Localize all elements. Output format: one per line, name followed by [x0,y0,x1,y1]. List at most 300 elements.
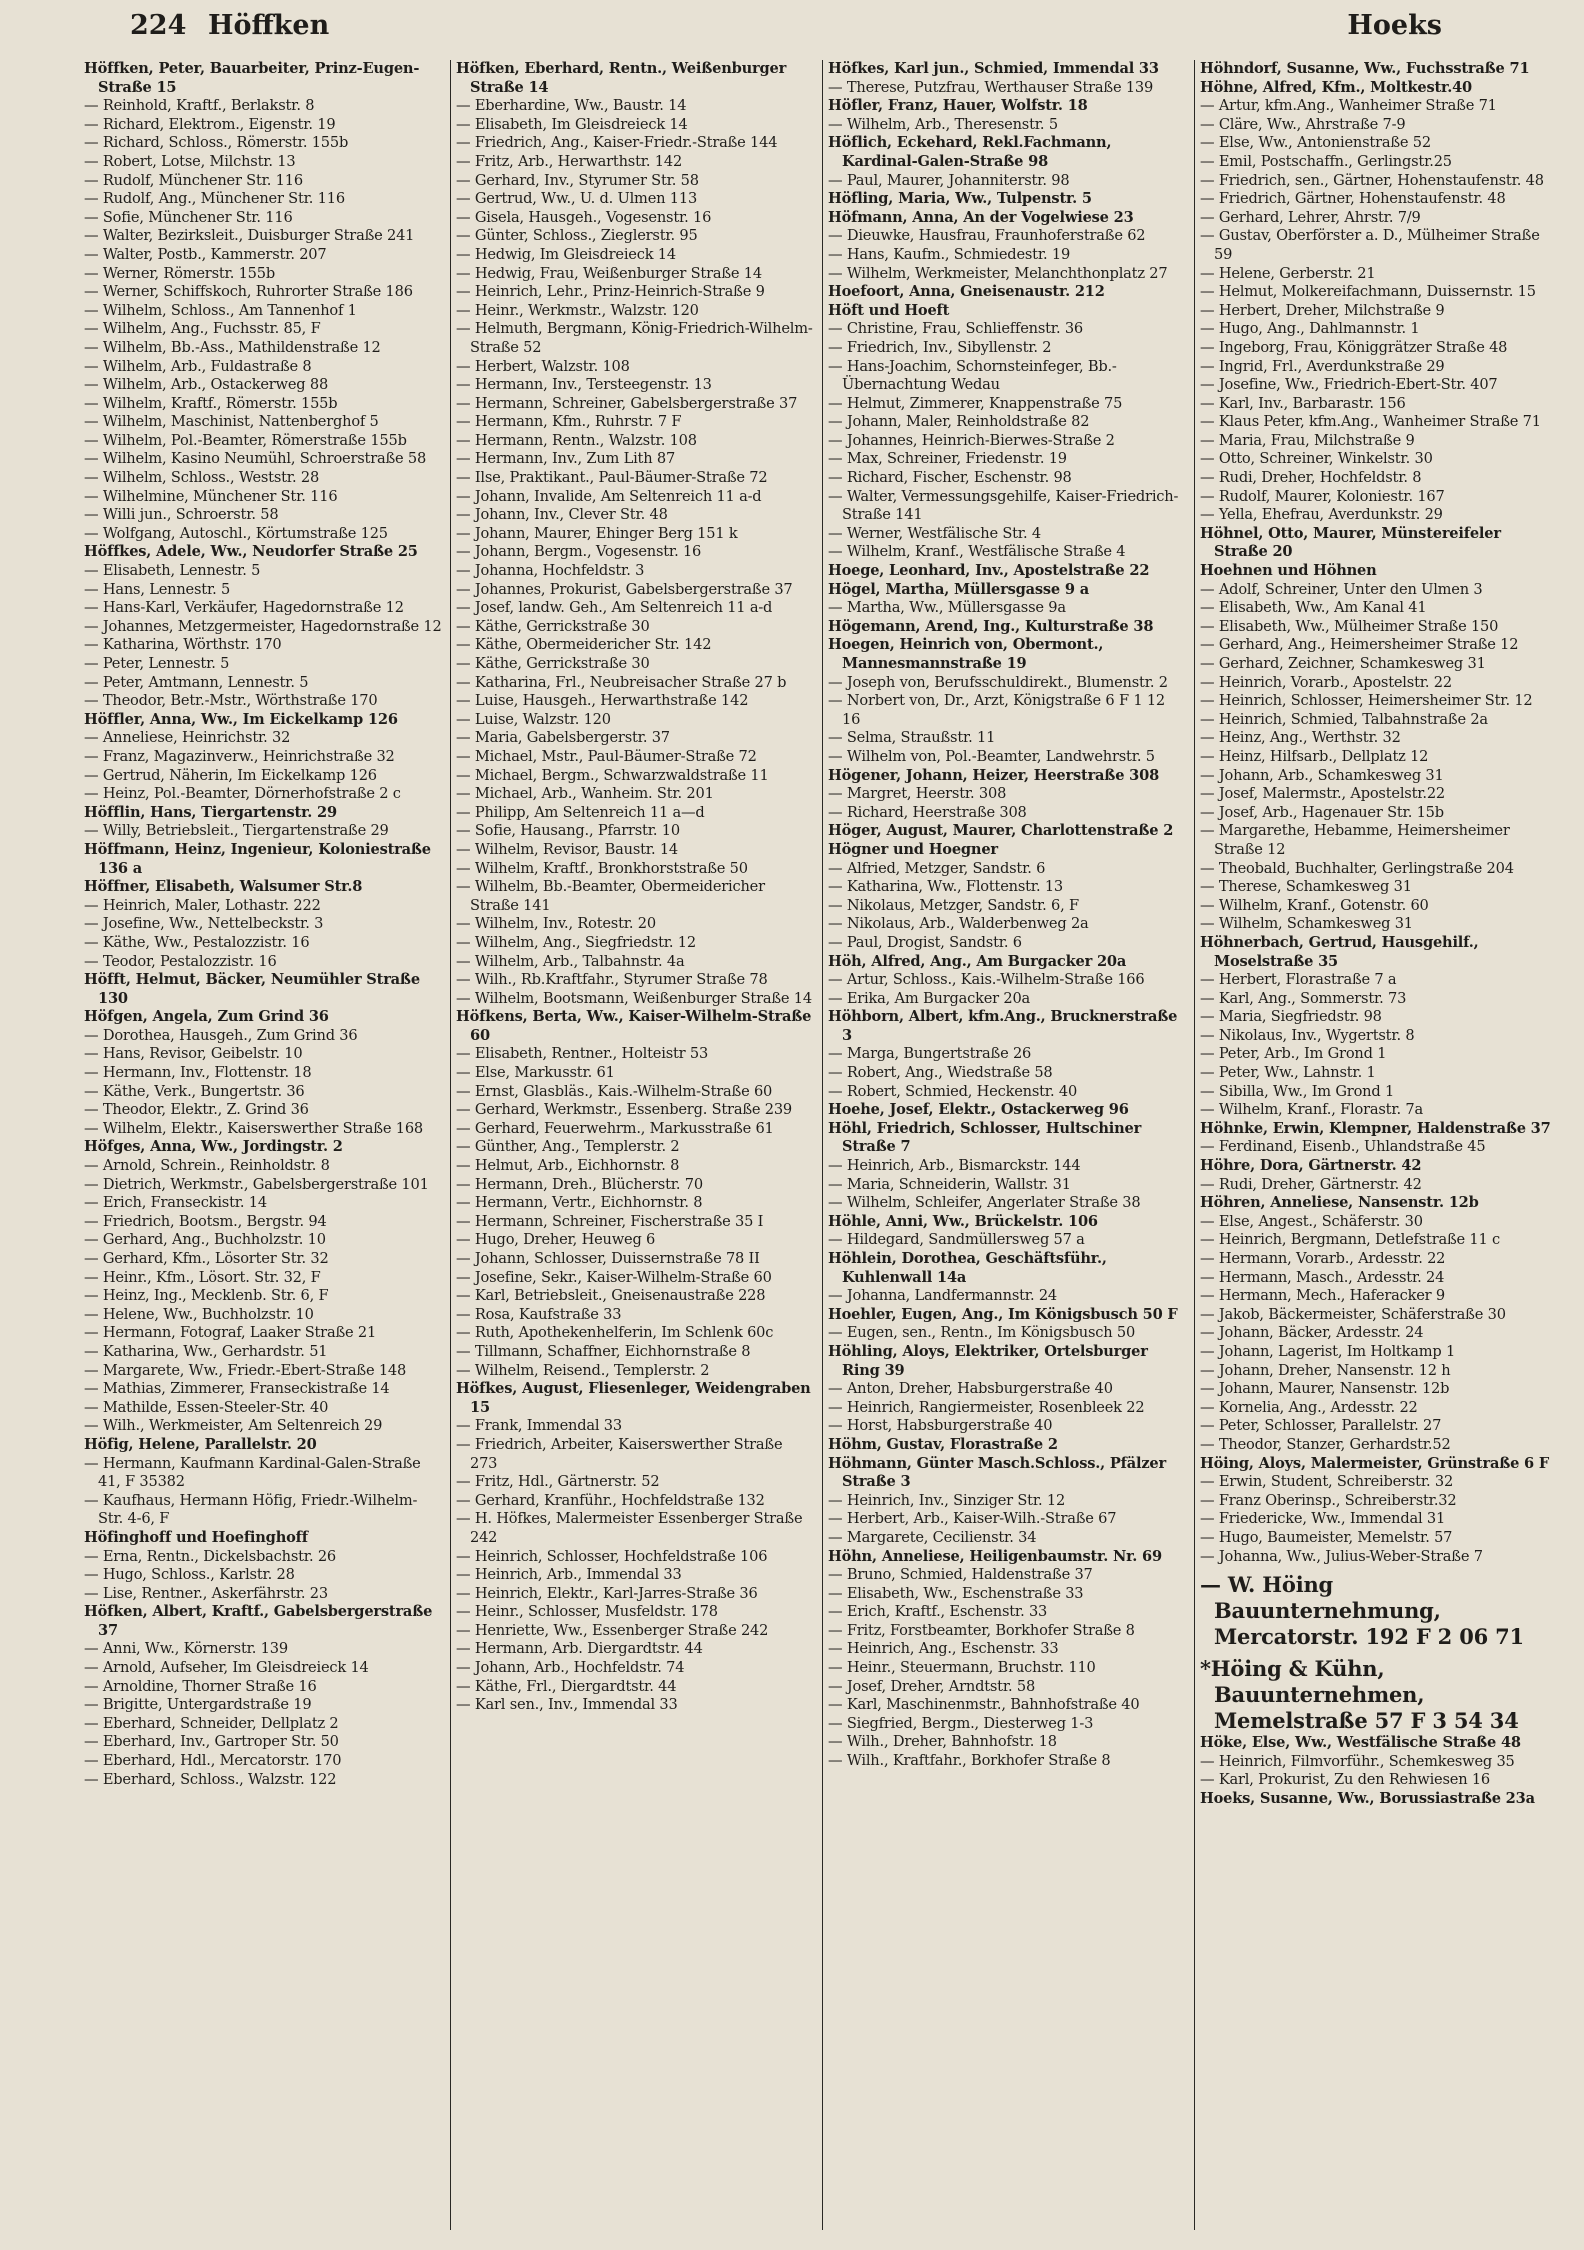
directory-entry: — Arnold, Aufseher, Im Gleisdreieck 14 [84,1659,369,1677]
directory-entry: Höke, Else, Ww., Westfälische Straße 48 [1200,1734,1521,1752]
column-divider [450,60,451,2230]
directory-entry: — Klaus Peter, kfm.Ang., Wanheimer Straße 71 [1200,413,1541,431]
directory-entry: — Erich, Kraftf., Eschenstr. 33 [828,1603,1048,1621]
directory-entry: — Johanna, Ww., Julius-Weber-Straße 7 [1200,1547,1483,1565]
directory-entry: — Margarete, Cecilienstr. 34 [828,1528,1037,1546]
directory-entry: — Johann, Maurer, Nansenstr. 12b [1200,1380,1450,1398]
directory-entry: — Johann, Schlosser, Duissernstraße 78 II [456,1250,760,1267]
directory-entry: — Hans, Lennestr. 5 [84,580,231,598]
directory-entry: — Josef, landw. Geh., Am Seltenreich 11 a-d [456,599,773,617]
directory-entry: — Ernst, Glasbläs., Kais.-Wilhelm-Straße 60 [456,1082,773,1100]
directory-entry: — Heinz, Ing., Mecklenb. Str. 6, F [84,1287,329,1305]
directory-entry: — Frank, Immendal 33 [456,1417,622,1435]
directory-entry: — Heinrich, Arb., Bismarckstr. 144 [828,1157,1081,1175]
directory-entry: Höger, August, Maurer, Charlottenstraße 2 [828,822,1174,840]
directory-entry: — Reinhold, Kraftf., Berlakstr. 8 [84,97,315,115]
directory-entry: — Johann, Bäcker, Ardesstr. 24 [1200,1324,1424,1342]
directory-entry: — Helene, Ww., Buchholzstr. 10 [84,1305,314,1323]
directory-entry: — Rudolf, Münchener Str. 116 [84,171,303,189]
directory-entry: — Wilhelm, Kraftf., Bronkhorststraße 50 [456,859,748,877]
directory-entry: — Gerhard, Kranführ., Hochfeldstraße 132 [456,1491,765,1509]
directory-entry: — Dorothea, Hausgeh., Zum Grind 36 [84,1026,358,1044]
directory-entry: Höfler, Franz, Hauer, Wolfstr. 18 [828,97,1088,115]
directory-entry: Höfig, Helene, Parallelstr. 20 [84,1435,317,1453]
directory-entry: — Cläre, Ww., Ahrstraße 7-9 [1200,115,1406,133]
directory-entry: Hoefoort, Anna, Gneisenaustr. 212 [828,283,1105,301]
directory-entry: — Gertrud, Näherin, Im Eickelkamp 126 [84,766,377,784]
directory-entry: Höhne, Alfred, Kfm., Moltkestr.40 [1200,78,1472,96]
directory-entry: — Katharina, Ww., Gerhardstr. 51 [84,1342,328,1360]
directory-entry: — Walter, Vermessungsgehilfe, Kaiser-Friedrich-Straße 141 [828,487,1179,524]
directory-entry: — Johann, Maurer, Ehinger Berg 151 k [456,524,738,542]
directory-entry: — Herbert, Dreher, Milchstraße 9 [1200,301,1445,319]
directory-entry: — Wilhelm, Inv., Rotestr. 20 [456,915,656,933]
directory-entry: — Christine, Frau, Schlieffenstr. 36 [828,320,1084,338]
directory-entry: — Hermann, Inv., Tersteegenstr. 13 [456,376,712,394]
directory-entry: — Heinrich, Elektr., Karl-Jarres-Straße 36 [456,1584,758,1602]
directory-entry: Höfken, Eberhard, Rentn., Weißenburger Straße 14 [456,60,787,96]
directory-entry: — Heinrich, Schlosser, Hochfeldstraße 106 [456,1547,768,1565]
directory-entry: — Emil, Postschaffn., Gerlingstr.25 [1200,152,1452,170]
directory-entry: — Wilhelm, Revisor, Baustr. 14 [456,840,678,858]
directory-entry: Höing, Aloys, Malermeister, Grünstraße 6 F [1200,1454,1550,1472]
directory-entry: — Wilhelm, Werkmeister, Melanchthonplatz 27 [828,264,1168,282]
directory-entry: — Peter, Arb., Im Grond 1 [1200,1045,1387,1063]
directory-entry: — Joseph von, Berufsschuldirekt., Blumenstr. 2 [828,673,1168,691]
directory-entry: — Ingeborg, Frau, Königgrätzer Straße 48 [1200,338,1508,356]
directory-entry: — Heinr., Kfm., Lösort. Str. 32, F [84,1268,321,1286]
directory-entry: Höhmann, Günter Masch.Schloss., Pfälzer Straße 3 [828,1454,1166,1491]
directory-entry: — Heinrich, Inv., Sinziger Str. 12 [828,1491,1066,1509]
directory-entry: — Elisabeth, Ww., Am Kanal 41 [1200,599,1427,617]
directory-entry: — Arnoldine, Thorner Straße 16 [84,1677,317,1695]
directory-entry: — Gerhard, Inv., Styrumer Str. 58 [456,171,699,189]
directory-entry: — Gerhard, Zeichner, Schamkesweg 31 [1200,655,1486,672]
directory-entry: — Johann, Maler, Reinholdstraße 82 [828,413,1090,431]
directory-entry: Höhl, Friedrich, Schlosser, Hultschiner Straße 7 [828,1119,1142,1156]
directory-entry: Höfgen, Angela, Zum Grind 36 [84,1008,329,1026]
directory-entry: — Hermann, Vorarb., Ardesstr. 22 [1200,1250,1446,1267]
directory-entry: — Eberhardine, Ww., Baustr. 14 [456,97,687,115]
directory-entry: — Peter, Ww., Lahnstr. 1 [1200,1064,1376,1082]
directory-entry: — Alfried, Metzger, Sandstr. 6 [828,859,1046,877]
directory-entry: — Wilhelm, Arb., Fuldastraße 8 [84,357,312,375]
column-divider [1194,60,1195,2230]
directory-entry: — Karl, Betriebsleit., Gneisenaustraße 228 [456,1287,766,1305]
directory-entry: — Theobald, Buchhalter, Gerlingstraße 204 [1200,859,1514,877]
directory-entry: — Wilhelm, Kranf., Florastr. 7a [1200,1101,1423,1119]
directory-entry: — Gerhard, Werkmstr., Essenberg. Straße 239 [456,1101,793,1119]
directory-entry: Höhle, Anni, Ww., Brückelstr. 106 [828,1212,1098,1230]
directory-entry: — Heinrich, Schmied, Talbahnstraße 2a [1200,710,1488,728]
directory-entry: — Anton, Dreher, Habsburgerstraße 40 [828,1380,1113,1398]
directory-entry: — Heinz, Pol.-Beamter, Dörnerhofstraße 2 c [84,785,401,803]
directory-entry: — Wilh., Rb.Kraftfahr., Styrumer Straße 78 [456,971,768,989]
directory-entry: Hoeks, Susanne, Ww., Borussiastraße 23a [1200,1789,1535,1807]
directory-entry: — Hans, Kaufm., Schmiedestr. 19 [828,245,1071,263]
directory-entry: — Karl, Ang., Sommerstr. 73 [1200,989,1407,1007]
directory-entry: — Richard, Heerstraße 308 [828,803,1027,821]
directory-entry: — Rudolf, Maurer, Koloniestr. 167 [1200,487,1445,505]
directory-entry: — Michael, Arb., Wanheim. Str. 201 [456,785,714,803]
directory-entry: — Friedrich, Arbeiter, Kaiserswerther Straße 273 [456,1435,783,1472]
directory-entry: — Johann, Inv., Clever Str. 48 [456,506,668,524]
directory-entry: — Hedwig, Frau, Weißenburger Straße 14 [456,264,762,282]
directory-entry: — Josefine, Sekr., Kaiser-Wilhelm-Straße 60 [456,1268,772,1286]
column-4 [1200,60,1558,2240]
directory-entry: — Willi jun., Schroerstr. 58 [84,506,279,524]
directory-entry: — Therese, Schamkesweg 31 [1200,878,1412,896]
directory-entry: — Maria, Frau, Milchstraße 9 [1200,431,1415,449]
directory-entry: — Josef, Malermstr., Apostelstr.22 [1200,785,1446,803]
directory-entry: — Norbert von, Dr., Arzt, Königstraße 6 F 1 12 16 [828,692,1166,728]
directory-entry: Hoehnen und Höhnen [1200,562,1377,580]
directory-entry: — Robert, Lotse, Milchstr. 13 [84,152,296,170]
directory-entry: — Rosa, Kaufstraße 33 [456,1305,622,1323]
directory-entry: — Karl sen., Inv., Immendal 33 [456,1696,678,1714]
directory-entry: — Hermann, Schreiner, Gabelsbergerstraße 37 [456,394,798,412]
directory-entry: — Hermann, Fotograf, Laaker Straße 21 [84,1324,377,1342]
directory-entry: — Artur, Schloss., Kais.-Wilhelm-Straße 166 [828,971,1145,989]
directory-entry: — Hugo, Dreher, Heuweg 6 [456,1231,656,1249]
directory-entry: — Katharina, Wörthstr. 170 [84,636,282,654]
directory-entry: — Wilhelm, Arb., Theresenstr. 5 [828,115,1058,133]
column-2 [456,60,814,2240]
directory-entry: — Ingrid, Frl., Averdunkstraße 29 [1200,357,1445,375]
directory-entry: — Fritz, Hdl., Gärtnerstr. 52 [456,1473,660,1491]
directory-entry: — Josef, Dreher, Arndtstr. 58 [828,1677,1036,1695]
directory-entry: — Gisela, Hausgeh., Vogesenstr. 16 [456,208,712,226]
directory-entry: — Hermann, Schreiner, Fischerstraße 35 I [456,1212,764,1230]
directory-entry: — Johann, Invalide, Am Seltenreich 11 a-d [456,487,762,505]
directory-entry: — Ruth, Apothekenhelferin, Im Schlenk 60c [456,1324,774,1342]
directory-entry: — Peter, Lennestr. 5 [84,655,230,672]
directory-entry: — Brigitte, Untergardstraße 19 [84,1696,312,1714]
directory-entry: — Josefine, Ww., Nettelbeckstr. 3 [84,915,324,933]
directory-entry: — Friedrich, Gärtner, Hohenstaufenstr. 48 [1200,190,1506,208]
directory-entry: — Richard, Elektrom., Eigenstr. 19 [84,115,336,133]
directory-entry: — Hermann, Masch., Ardesstr. 24 [1200,1268,1445,1286]
directory-entry: — Johannes, Heinrich-Bierwes-Straße 2 [828,431,1115,449]
directory-entry: — Mathilde, Essen-Steeler-Str. 40 [84,1398,329,1416]
directory-entry: Höhling, Aloys, Elektriker, Ortelsburger Ring 39 [828,1342,1148,1379]
directory-entry: Höhnke, Erwin, Klempner, Haldenstraße 37 [1200,1119,1551,1137]
directory-entry: — Johannes, Prokurist, Gabelsbergerstraße 37 [456,580,793,598]
directory-entry: — Adolf, Schreiner, Unter den Ulmen 3 [1200,580,1483,598]
directory-entry: — Ilse, Praktikant., Paul-Bäumer-Straße 72 [456,469,768,487]
directory-entry: — Nikolaus, Arb., Walderbenweg 2a [828,915,1089,933]
directory-entry: Höfkes, August, Fliesenleger, Weidengraben 15 [456,1380,811,1416]
directory-entry: — Maria, Gabelsbergerstr. 37 [456,729,670,747]
directory-entry: — Elisabeth, Rentner., Holteistr 53 [456,1045,709,1063]
directory-entry: — Sofie, Münchener Str. 116 [84,208,293,226]
directory-entry: — Heinrich, Rangiermeister, Rosenbleek 22 [828,1398,1145,1416]
directory-entry: Höhnel, Otto, Maurer, Münstereifeler Straße 20 [1200,524,1501,561]
directory-entry: Höfken, Albert, Kraftf., Gabelsbergerstraße 37 [84,1603,433,1639]
directory-entry: — Gerhard, Ang., Buchholzstr. 10 [84,1231,326,1249]
directory-entry: — Wilhelm, Elektr., Kaiserswerther Straße 168 [84,1119,423,1137]
directory-entry: — Else, Angest., Schäferstr. 30 [1200,1212,1423,1230]
directory-entry: — Margarethe, Hebamme, Heimersheimer Straße 12 [1200,822,1510,858]
directory-entry: — Theodor, Elektr., Z. Grind 36 [84,1101,309,1119]
directory-entry: — Hugo, Baumeister, Memelstr. 57 [1200,1528,1453,1546]
directory-entry: — Friedrich, Inv., Sibyllenstr. 2 [828,338,1052,356]
directory-entry: — Herbert, Walzstr. 108 [456,357,630,375]
directory-entry: — Friedrich, Bootsm., Bergstr. 94 [84,1212,327,1230]
directory-entry: — Hermann, Mech., Haferacker 9 [1200,1287,1445,1305]
directory-entry: — Erich, Franseckistr. 14 [84,1194,267,1212]
directory-entry: — Wilhelm, Ang., Fuchsstr. 85, F [84,320,321,338]
directory-entry: Hoehler, Eugen, Ang., Im Königsbusch 50 F [828,1305,1178,1323]
directory-entry: — Artur, kfm.Ang., Wanheimer Straße 71 [1200,97,1497,115]
directory-entry: — Wilhelm, Kranf., Gotenstr. 60 [1200,896,1429,914]
directory-entry: — Heinrich, Filmvorführ., Schemkesweg 35 [1200,1752,1515,1770]
directory-entry: — Hermann, Inv., Zum Lith 87 [456,450,676,468]
directory-entry: — Else, Markusstr. 61 [456,1064,615,1082]
directory-entry: — Käthe, Obermeidericher Str. 142 [456,636,712,654]
directory-entry: — Heinz, Ang., Werthstr. 32 [1200,729,1401,747]
directory-entry: — Hermann, Kaufmann Kardinal-Galen-Straße 41, F 35382 [84,1454,421,1491]
directory-entry: — Heinr., Werkmstr., Walzstr. 120 [456,301,699,319]
directory-entry: — Johanna, Landfermannstr. 24 [828,1287,1058,1305]
directory-entry: — Johann, Lagerist, Im Holtkamp 1 [1200,1342,1456,1360]
directory-entry: Höfling, Maria, Ww., Tulpenstr. 5 [828,190,1092,208]
directory-entry: — Otto, Schreiner, Winkelstr. 30 [1200,450,1433,468]
directory-entry: Höhborn, Albert, kfm.Ang., Brucknerstraße 3 [828,1008,1178,1044]
directory-entry: — Walter, Postb., Kammerstr. 207 [84,245,327,263]
directory-entry: — Wilhelm, Bootsmann, Weißenburger Straße 14 [456,989,812,1007]
directory-entry: — Rudi, Dreher, Hochfeldstr. 8 [1200,469,1422,487]
directory-entry: — Wilhelm, Kranf., Westfälische Straße 4 [828,543,1126,561]
directory-entry: — Wilhelm, Bb.-Beamter, Obermeidericher Straße 141 [456,878,765,914]
directory-entry: — Friedrich, Ang., Kaiser-Friedr.-Straße 144 [456,134,778,152]
directory-entry: — Johann, Bergm., Vogesenstr. 16 [456,543,702,561]
directory-entry: — Robert, Schmied, Heckenstr. 40 [828,1082,1078,1100]
directory-columns [84,60,1551,2240]
directory-entry: — Michael, Mstr., Paul-Bäumer-Straße 72 [456,747,757,765]
directory-entry: — Günter, Schloss., Zieglerstr. 95 [456,227,698,245]
directory-entry: — Hermann, Inv., Flottenstr. 18 [84,1064,312,1082]
directory-entry: — Gerhard, Kfm., Lösorter Str. 32 [84,1250,329,1267]
directory-entry: — Käthe, Gerrickstraße 30 [456,655,650,672]
directory-entry: — Johann, Dreher, Nansenstr. 12 h [1200,1361,1451,1379]
directory-entry: — Gerhard, Feuerwehrm., Markusstraße 61 [456,1119,774,1137]
directory-entry: — Heinz, Hilfsarb., Dellplatz 12 [1200,747,1429,765]
directory-entry: — Maria, Siegfriedstr. 98 [1200,1008,1382,1026]
directory-entry: — Eugen, sen., Rentn., Im Königsbusch 50 [828,1324,1136,1342]
directory-entry: — Herbert, Arb., Kaiser-Wilh.-Straße 67 [828,1510,1117,1528]
directory-entry: — Eberhard, Hdl., Mercatorstr. 170 [84,1752,342,1770]
directory-entry: — Willy, Betriebsleit., Tiergartenstraße 29 [84,822,389,840]
directory-entry: — Hermann, Arb. Diergardtstr. 44 [456,1640,703,1658]
directory-entry: — Eberhard, Schneider, Dellplatz 2 [84,1714,339,1732]
directory-entry: Höffmann, Heinz, Ingenieur, Koloniestraße 136 a [84,840,431,877]
directory-entry: — H. Höfkes, Malermeister Essenberger Straße 242 [456,1510,803,1546]
directory-entry: — Hedwig, Im Gleisdreieck 14 [456,245,676,263]
directory-entry: — Elisabeth, Ww., Mülheimer Straße 150 [1200,617,1499,635]
directory-entry: — Wilhelm, Schamkesweg 31 [1200,915,1413,933]
directory-entry: — W. Höing Bauunternehmung, Mercatorstr. 192 F 2 06 71 [1200,1572,1524,1650]
directory-entry: — Ferdinand, Eisenb., Uhlandstraße 45 [1200,1138,1486,1156]
directory-entry: — Erwin, Student, Schreiberstr. 32 [1200,1473,1454,1491]
directory-entry: — Franz, Magazinverw., Heinrichstraße 32 [84,747,395,765]
directory-entry: Höffkes, Adele, Ww., Neudorfer Straße 25 [84,543,418,561]
directory-entry: — Luise, Walzstr. 120 [456,710,611,728]
directory-entry: Höh, Alfred, Ang., Am Burgacker 20a [828,952,1127,970]
directory-entry: — Werner, Schiffskoch, Ruhrorter Straße 186 [84,283,413,301]
directory-entry: — Käthe, Gerrickstraße 30 [456,617,650,635]
directory-entry: — Wilhelm, Pol.-Beamter, Römerstraße 155b [84,431,407,449]
directory-entry: — Helene, Gerberstr. 21 [1200,264,1376,282]
directory-entry: — Wilhelm, Kasino Neumühl, Schroerstraße 58 [84,450,427,468]
directory-entry: Höhndorf, Susanne, Ww., Fuchsstraße 71 [1200,60,1530,77]
directory-entry: — Wolfgang, Autoschl., Körtumstraße 125 [84,524,388,542]
directory-entry: — Nikolaus, Metzger, Sandstr. 6, F [828,896,1079,914]
directory-entry: — Franz Oberinsp., Schreiberstr.32 [1200,1491,1457,1509]
directory-entry: — Wilhelm, Reisend., Templerstr. 2 [456,1361,710,1379]
directory-entry: Hoege, Leonhard, Inv., Apostelstraße 22 [828,562,1150,580]
directory-entry: — Wilh., Dreher, Bahnhofstr. 18 [828,1733,1057,1751]
directory-entry: — Josef, Arb., Hagenauer Str. 15b [1200,803,1444,821]
directory-entry: — Richard, Schloss., Römerstr. 155b [84,134,349,152]
directory-entry: — Teodor, Pestalozzistr. 16 [84,952,277,970]
directory-entry: — Max, Schreiner, Friedenstr. 19 [828,450,1067,468]
directory-entry: — Friedericke, Ww., Immendal 31 [1200,1510,1446,1528]
directory-entry: — Johann, Arb., Schamkesweg 31 [1200,766,1444,784]
directory-entry: — Peter, Amtmann, Lennestr. 5 [84,673,309,691]
directory-entry: — Hermann, Vertr., Eichhornstr. 8 [456,1194,703,1212]
directory-entry: Höfmann, Anna, An der Vogelwiese 23 [828,208,1134,226]
directory-entry: — Herbert, Florastraße 7 a [1200,971,1397,989]
directory-entry: — Heinrich, Ang., Eschenstr. 33 [828,1640,1059,1658]
directory-entry: — Johannes, Metzgermeister, Hagedornstraße 12 [84,617,442,635]
directory-entry: — Michael, Bergm., Schwarzwaldstraße 11 [456,766,769,784]
directory-entry: — Arnold, Schrein., Reinholdstr. 8 [84,1157,330,1175]
directory-entry: — Hugo, Ang., Dahlmannstr. 1 [1200,320,1420,338]
directory-entry: — Helmut, Arb., Eichhornstr. 8 [456,1157,680,1175]
directory-entry: Höhm, Gustav, Florastraße 2 [828,1435,1058,1453]
directory-entry: — Elisabeth, Im Gleisdreieck 14 [456,115,688,133]
directory-entry: — Katharina, Ww., Flottenstr. 13 [828,878,1064,896]
directory-entry: — Hans-Karl, Verkäufer, Hagedornstraße 12 [84,599,404,617]
directory-entry: — Heinrich, Bergmann, Detlefstraße 11 c [1200,1231,1500,1249]
directory-entry: — Wilhelm, Maschinist, Nattenberghof 5 [84,413,379,431]
left-running-head: Höffken [208,10,330,41]
directory-entry: — Hildegard, Sandmüllersweg 57 a [828,1231,1085,1249]
directory-entry: — Luise, Hausgeh., Herwarthstraße 142 [456,692,749,710]
directory-entry: — Wilhelm, Bb.-Ass., Mathildenstraße 12 [84,338,381,356]
directory-entry: — Bruno, Schmied, Haldenstraße 37 [828,1566,1093,1584]
directory-entry: — Therese, Putzfrau, Werthauser Straße 139 [828,78,1154,96]
directory-entry: *Höing & Kühn, Bauunternehmen, Memelstraße 57 F 3 54 34 [1200,1656,1519,1734]
directory-entry: — Walter, Bezirksleit., Duisburger Straße 241 [84,227,415,245]
directory-entry: — Gerhard, Lehrer, Ahrstr. 7/9 [1200,208,1421,226]
directory-entry: — Marga, Bungertstraße 26 [828,1045,1032,1063]
directory-entry: — Günther, Ang., Templerstr. 2 [456,1138,680,1156]
directory-entry: Höhren, Anneliese, Nansenstr. 12b [1200,1194,1479,1212]
directory-entry: — Anni, Ww., Körnerstr. 139 [84,1640,288,1658]
directory-entry: — Wilhelm von, Pol.-Beamter, Landwehrstr. 5 [828,747,1155,765]
directory-entry: — Margarete, Ww., Friedr.-Ebert-Straße 148 [84,1361,407,1379]
page-header [130,6,1442,50]
directory-entry: — Yella, Ehefrau, Averdunkstr. 29 [1200,506,1443,524]
directory-entry: — Paul, Drogist, Sandstr. 6 [828,933,1022,951]
directory-entry: — Heinrich, Schlosser, Heimersheimer Str. 12 [1200,692,1533,710]
directory-entry: — Erna, Rentn., Dickelsbachstr. 26 [84,1547,337,1565]
directory-entry: — Hermann, Kfm., Ruhrstr. 7 F [456,413,682,431]
right-running-head: Hoeks [1347,10,1442,41]
directory-entry: Höhn, Anneliese, Heiligenbaumstr. Nr. 69 [828,1547,1162,1565]
directory-entry: Högel, Martha, Müllersgasse 9 a [828,580,1089,598]
directory-entry: — Johanna, Hochfeldstr. 3 [456,562,645,580]
directory-entry: — Fritz, Forstbeamter, Borkhofer Straße 8 [828,1621,1135,1639]
directory-entry: Höffken, Peter, Bauarbeiter, Prinz-Eugen-Straße 15 [84,60,420,96]
directory-entry: Högemann, Arend, Ing., Kulturstraße 38 [828,617,1154,635]
directory-entry: — Margret, Heerstr. 308 [828,785,1007,803]
directory-entry: — Lise, Rentner., Askerfährstr. 23 [84,1584,328,1602]
directory-entry: — Karl, Inv., Barbarastr. 156 [1200,394,1406,412]
directory-entry: — Jakob, Bäckermeister, Schäferstraße 30 [1200,1305,1506,1323]
directory-entry: Höhlein, Dorothea, Geschäftsführ., Kuhlenwall 14a [828,1250,1107,1286]
directory-entry: — Werner, Römerstr. 155b [84,264,275,282]
directory-entry: Höflich, Eckehard, Rekl.Fachmann, Kardinal-Galen-Straße 98 [828,134,1112,170]
directory-entry: — Kaufhaus, Hermann Höfig, Friedr.-Wilhelm-Str. 4-6, F [84,1491,418,1528]
directory-entry: — Hugo, Schloss., Karlstr. 28 [84,1566,295,1584]
directory-entry: — Hans-Joachim, Schornsteinfeger, Bb.-Übernachtung Wedau [828,357,1117,394]
directory-entry: — Horst, Habsburgerstraße 40 [828,1417,1053,1435]
directory-entry: — Josefine, Ww., Friedrich-Ebert-Str. 407 [1200,376,1498,394]
directory-entry: — Heinrich, Lehr., Prinz-Heinrich-Straße 9 [456,283,765,301]
directory-entry: — Nikolaus, Inv., Wygertstr. 8 [1200,1026,1415,1044]
directory-entry: — Käthe, Verk., Bungertstr. 36 [84,1082,305,1100]
directory-entry: — Tillmann, Schaffner, Eichhornstraße 8 [456,1342,751,1360]
directory-entry: — Johann, Arb., Hochfeldstr. 74 [456,1659,685,1677]
directory-entry: — Elisabeth, Lennestr. 5 [84,562,261,580]
directory-entry: — Fritz, Arb., Herwarthstr. 142 [456,152,683,170]
directory-entry: Höfinghoff und Hoefinghoff [84,1528,308,1546]
directory-entry: — Sofie, Hausang., Pfarrstr. 10 [456,822,680,840]
directory-entry: Höffner, Elisabeth, Walsumer Str.8 [84,878,363,896]
directory-entry: — Erika, Am Burgacker 20a [828,989,1031,1007]
directory-entry: — Theodor, Betr.-Mstr., Wörthstraße 170 [84,692,378,710]
directory-entry: — Eberhard, Schloss., Walzstr. 122 [84,1770,337,1788]
directory-entry: Högener, Johann, Heizer, Heerstraße 308 [828,766,1160,784]
directory-entry: Hoegen, Heinrich von, Obermont., Mannesmannstraße 19 [828,636,1104,672]
directory-entry: — Gustav, Oberförster a. D., Mülheimer Straße 59 [1200,227,1540,263]
directory-entry: — Else, Ww., Antonienstraße 52 [1200,134,1431,152]
directory-entry: — Friedrich, sen., Gärtner, Hohenstaufenstr. 48 [1200,171,1544,189]
directory-entry: — Anneliese, Heinrichstr. 32 [84,729,291,747]
directory-entry: — Wilhelm, Schleifer, Angerlater Straße 38 [828,1194,1141,1212]
directory-entry: Hoehe, Josef, Elektr., Ostackerweg 96 [828,1101,1129,1119]
directory-entry: — Henriette, Ww., Essenberger Straße 242 [456,1621,769,1639]
directory-entry: Höfkens, Berta, Ww., Kaiser-Wilhelm-Straße 60 [456,1008,812,1044]
directory-entry: Höft und Hoeft [828,301,950,319]
directory-entry: — Wilhelm, Kraftf., Römerstr. 155b [84,394,338,412]
directory-entry: — Käthe, Ww., Pestalozzistr. 16 [84,933,310,951]
directory-entry: — Philipp, Am Seltenreich 11 a—d [456,803,705,821]
directory-entry: — Paul, Maurer, Johanniterstr. 98 [828,171,1070,189]
directory-entry: — Eberhard, Inv., Gartroper Str. 50 [84,1733,339,1751]
page-number: 224 [130,10,187,41]
directory-entry: Höfkes, Karl jun., Schmied, Immendal 33 [828,60,1159,77]
directory-entry: Höhre, Dora, Gärtnerstr. 42 [1200,1157,1422,1175]
directory-entry: — Heinrich, Arb., Immendal 33 [456,1566,682,1584]
directory-entry: — Dieuwke, Hausfrau, Fraunhoferstraße 62 [828,227,1146,245]
directory-entry: — Selma, Straußstr. 11 [828,729,996,747]
directory-entry: — Mathias, Zimmerer, Franseckistraße 14 [84,1380,390,1398]
directory-entry: — Wilhelmine, Münchener Str. 116 [84,487,338,505]
